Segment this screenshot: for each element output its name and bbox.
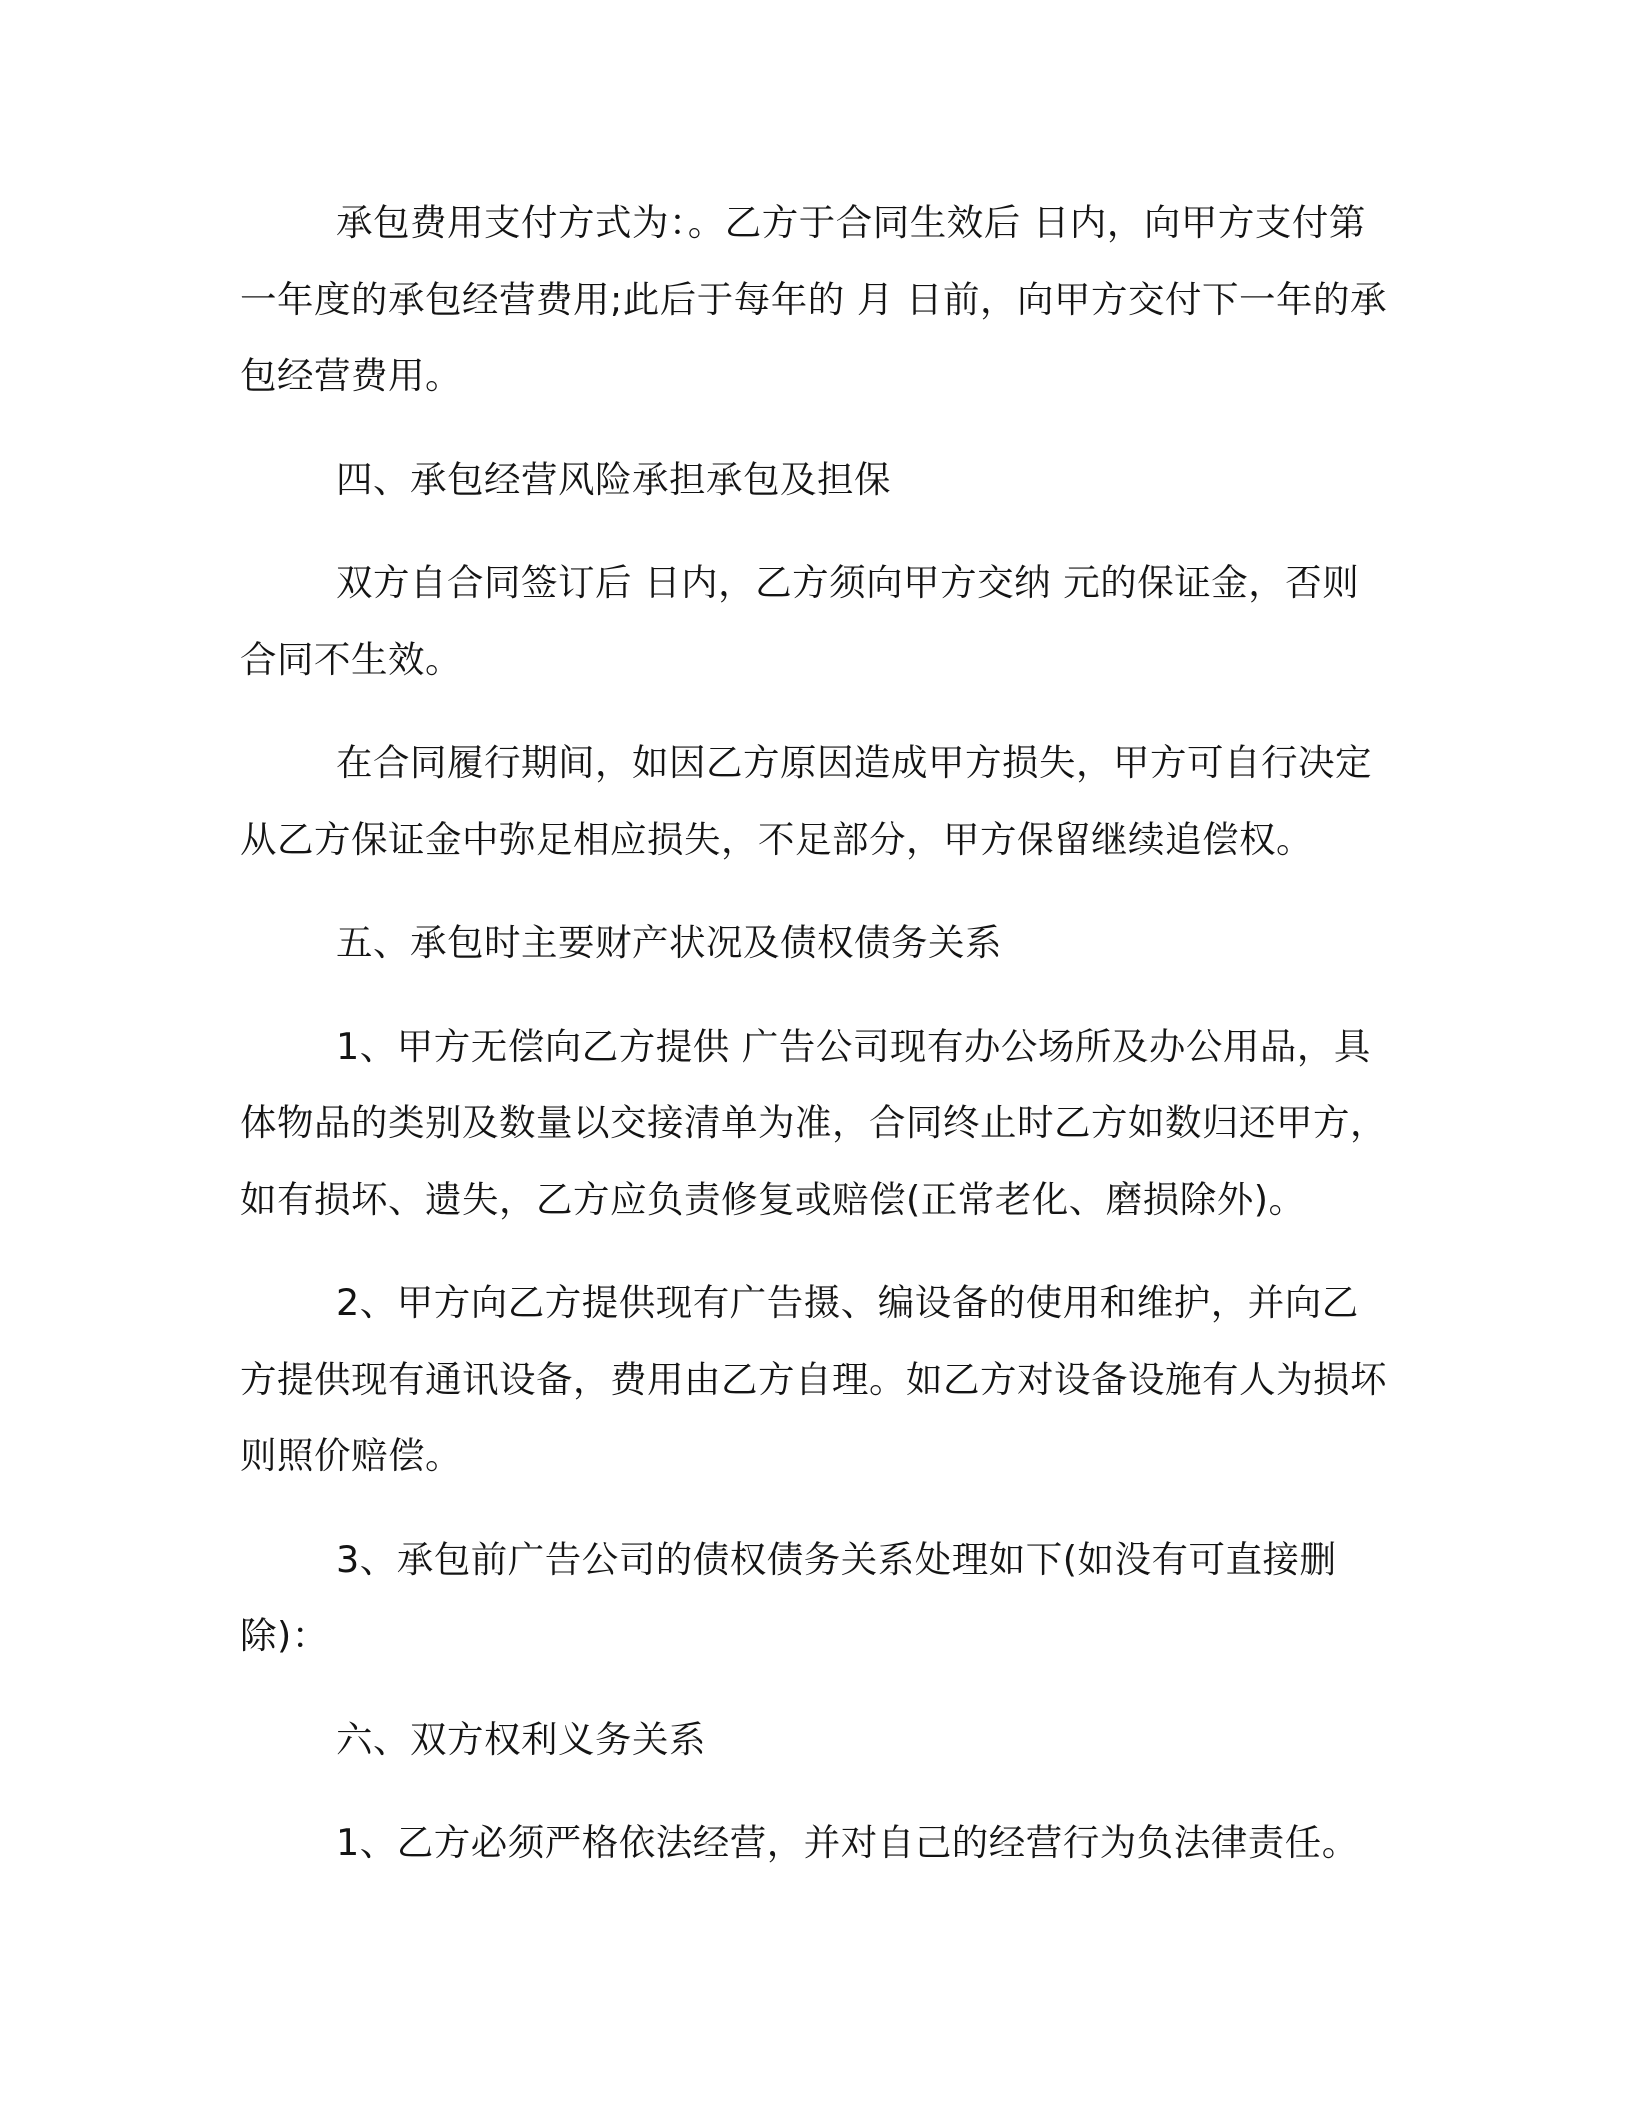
section-heading-4: 四、承包经营风险承担承包及担保 — [336, 457, 891, 501]
paragraph-payment-method: 承包费用支付方式为：。乙方于合同生效后 日内，向甲方支付第一年度的承包经营费用;此后于每年的 月 日前，向甲方交付下一年的承包经营费用。 — [240, 201, 1388, 397]
section-heading-6: 六、双方权利义务关系 — [336, 1717, 706, 1761]
paragraph-item-5-2: 2、甲方向乙方提供现有广告摄、编设备的使用和维护，并向乙方提供现有通讯设备，费用由乙方自理。如乙方对设备设施有人为损坏则照价赔偿。 — [240, 1281, 1387, 1477]
paragraph-item-6-1: 1、乙方必须严格依法经营，并对自己的经营行为负法律责任。 — [336, 1821, 1359, 1864]
section-heading-5: 五、承包时主要财产状况及债权债务关系 — [336, 921, 1002, 964]
paragraph-deposit: 双方自合同签订后 日内，乙方须向甲方交纳 元的保证金，否则合同不生效。 — [240, 561, 1360, 681]
document-body — [240, 185, 1392, 1909]
paragraph-loss-compensation: 在合同履行期间，如因乙方原因造成甲方损失，甲方可自行决定从乙方保证金中弥足相应损失，不足部分，甲方保留继续追偿权。 — [240, 741, 1372, 861]
paragraph-item-5-3: 3、承包前广告公司的债权债务关系处理如下(如没有可直接删除)： — [240, 1537, 1337, 1657]
paragraph-item-5-1: 1、甲方无偿向乙方提供 广告公司现有办公场所及办公用品，具体物品的类别及数量以交接清单为准，合同终止时乙方如数归还甲方，如有损坏、遗失，乙方应负责修复或赔偿(正常老化、磨损除外)。 — [240, 1024, 1387, 1221]
